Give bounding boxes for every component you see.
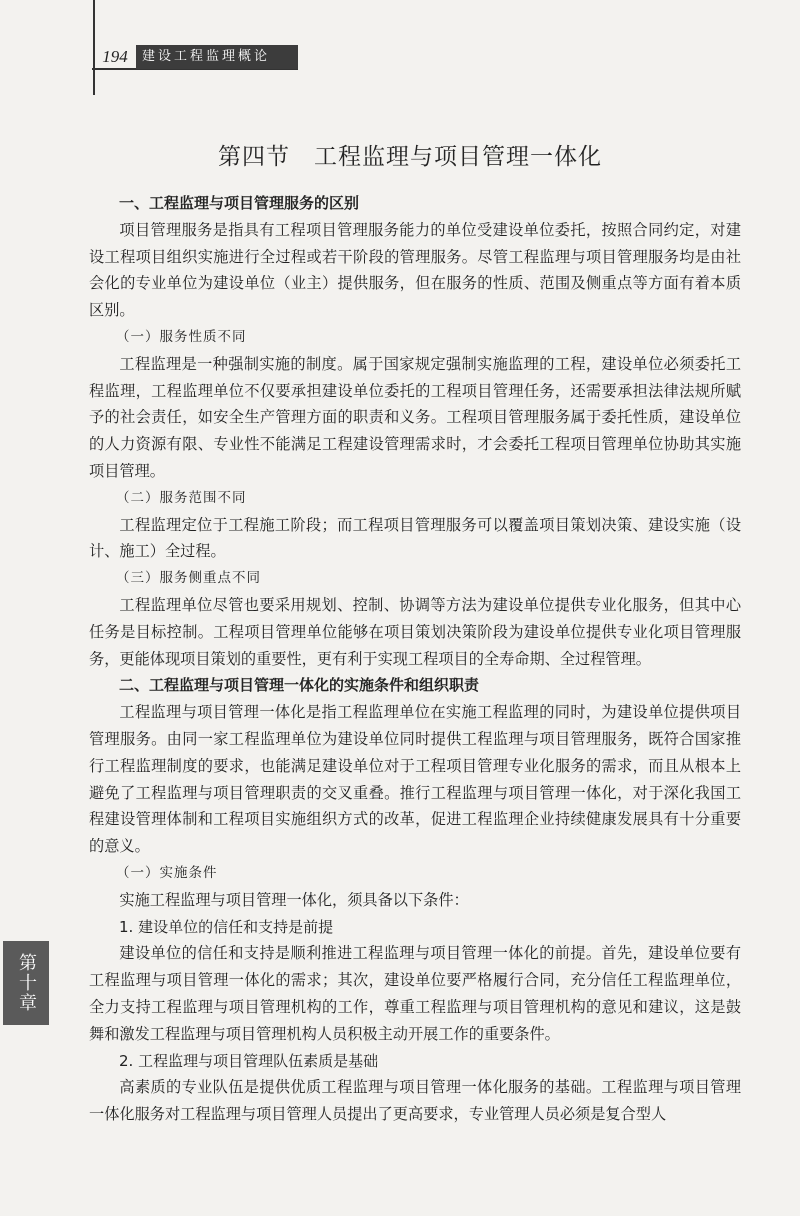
subsection-heading: （一）实施条件	[116, 864, 218, 881]
header-vertical-rule	[93, 0, 95, 95]
paragraph: 工程监理是一种强制实施的制度。属于国家规定强制实施监理的工程，建设单位必须委托工程监理，工程监理单位不仅要承担建设单位委托的工程项目管理任务，还需要承担法律法规所赋予的社会责任，如安全生产管理方面的职责和义务。工程项目管理服务属于委托性质，建设单位的人力资源有限、专业性不能满足工程建设管理需求时，才会委托工程项目管理单位协助其实施项目管理。	[89, 354, 741, 480]
paragraph: 工程监理单位尽管也要采用规划、控制、协调等方法为建设单位提供专业化服务，但其中心任务是目标控制。工程项目管理单位能够在项目策划决策阶段为建设单位提供专业化项目管理服务，更能体现项目策划的重要性，更有利于实现工程项目的全寿命期、全过程管理。	[89, 595, 741, 668]
chapter-side-tab: 第十章	[3, 941, 49, 1025]
numbered-item-heading: 1. 建设单位的信任和支持是前提	[119, 917, 334, 936]
paragraph: 工程监理定位于工程施工阶段；而工程项目管理服务可以覆盖项目策划决策、建设实施（设计、施工）全过程。	[89, 515, 741, 561]
section-heading-1: 一、工程监理与项目管理服务的区别	[119, 194, 360, 212]
paragraph: 工程监理与项目管理一体化是指工程监理单位在实施工程监理的同时，为建设单位提供项目管理服务。由同一家工程监理单位为建设单位同时提供工程监理与项目管理服务，既符合国家推行工程监理制度的要求，也能满足建设单位对于工程项目管理专业化服务的需求，而且从根本上避免了工程监理与项目管理职责的交叉重叠。推行工程监理与项目管理一体化，对于深化我国工程建设管理体制和工程项目实施组织方式的改革，促进工程监理企业持续健康发展具有十分重要的意义。	[89, 703, 741, 856]
page-number: 194	[102, 47, 128, 66]
paragraph: 高素质的专业队伍是提供优质工程监理与项目管理一体化服务的基础。工程监理与项目管理一体化服务对工程监理与项目管理人员提出了更高要求，专业管理人员必须是复合型人	[89, 1078, 741, 1124]
subsection-heading: （三）服务侧重点不同	[116, 570, 261, 587]
paragraph: 项目管理服务是指具有工程项目管理服务能力的单位受建设单位委托，按照合同约定，对建设工程项目组织实施进行全过程或若干阶段的管理服务。尽管工程监理与项目管理服务均是由社会化的专业单位为建设单位（业主）提供服务，但在服务的性质、范围及侧重点等方面有着本质区别。	[89, 220, 741, 320]
paragraph: 实施工程监理与项目管理一体化，须具备以下条件：	[119, 890, 469, 909]
paragraph: 建设单位的信任和支持是顺利推进工程监理与项目管理一体化的前提。首先，建设单位要有工程监理与项目管理一体化的需求；其次，建设单位要严格履行合同，充分信任工程监理单位，全力支持工程监理与项目管理机构的工作，尊重工程监理与项目管理机构的意见和建议，这是鼓舞和激发工程监理与项目管理机构人员积极主动开展工作的重要条件。	[89, 944, 741, 1043]
body-text	[89, 190, 741, 1128]
numbered-item-heading: 2. 工程监理与项目管理队伍素质是基础	[119, 1051, 379, 1070]
subsection-heading: （一）服务性质不同	[116, 328, 247, 345]
subsection-heading: （二）服务范围不同	[116, 489, 247, 506]
section-title: 第四节 工程监理与项目管理一体化	[218, 144, 602, 170]
running-header-book-title: 建设工程监理概论	[136, 45, 298, 69]
section-heading-2: 二、工程监理与项目管理一体化的实施条件和组织职责	[119, 676, 480, 695]
